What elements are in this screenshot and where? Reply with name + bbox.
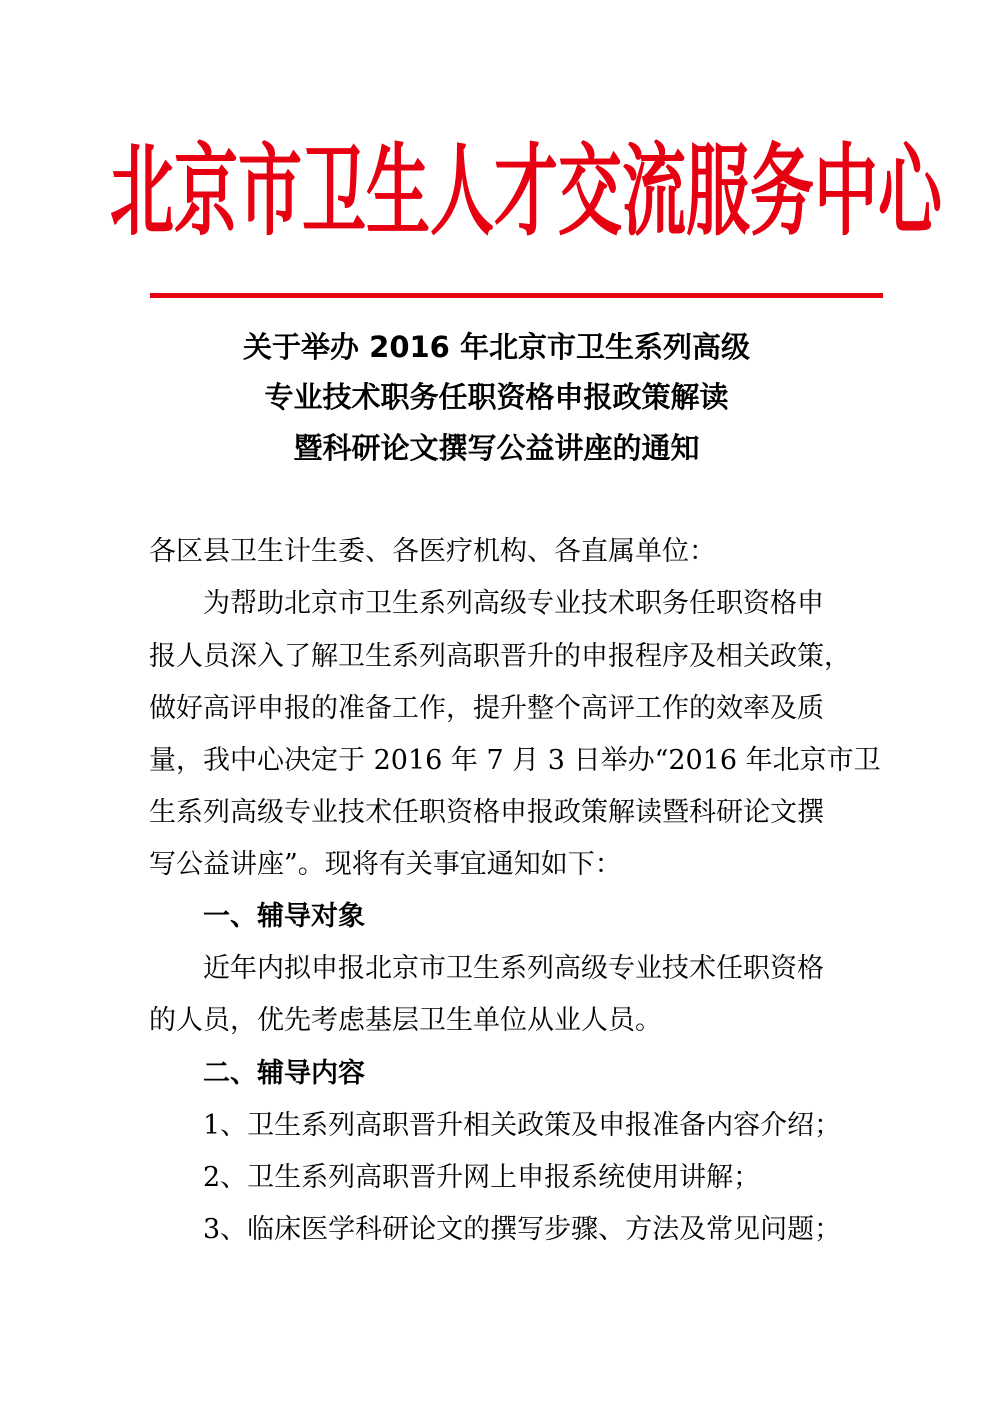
notice-title-line-2: 专业技术职务任职资格申报政策解读	[264, 380, 729, 414]
intro-paragraph-line: 量，我中心决定于 2016 年 7 月 3 日举办“2016 年北京市卫	[149, 745, 881, 776]
section-content-item: 2、卫生系列高职晋升网上申报系统使用讲解；	[203, 1162, 761, 1193]
section-audience-line: 的人员，优先考虑基层卫生单位从业人员。	[149, 1005, 662, 1036]
section-content-item: 3、临床医学科研论文的撰写步骤、方法及常见问题；	[203, 1214, 842, 1245]
notice-title-line-1: 关于举办 2016 年北京市卫生系列高级	[243, 330, 750, 364]
section-heading-audience: 一、辅导对象	[203, 901, 365, 932]
letterhead-red-rule	[150, 293, 883, 298]
section-audience-line: 近年内拟申报北京市卫生系列高级专业技术任职资格	[203, 953, 824, 984]
notice-title-line-3: 暨科研论文撰写公益讲座的通知	[293, 431, 700, 465]
intro-paragraph-line: 报人员深入了解卫生系列高职晋升的申报程序及相关政策，	[149, 641, 851, 672]
intro-paragraph-line: 写公益讲座”。现将有关事宜通知如下：	[149, 849, 622, 880]
section-content-item: 1、卫生系列高职晋升相关政策及申报准备内容介绍；	[203, 1110, 842, 1141]
intro-paragraph-line: 做好高评申报的准备工作，提升整个高评工作的效率及质	[149, 693, 824, 724]
letterhead-org-name: 北京市卫生人才交流服务中心	[110, 135, 942, 251]
salutation: 各区县卫生计生委、各医疗机构、各直属单位：	[149, 536, 716, 567]
intro-paragraph-line: 为帮助北京市卫生系列高级专业技术职务任职资格申	[203, 588, 824, 619]
intro-paragraph-line: 生系列高级专业技术任职资格申报政策解读暨科研论文撰	[149, 797, 824, 828]
section-heading-content: 二、辅导内容	[203, 1058, 365, 1089]
